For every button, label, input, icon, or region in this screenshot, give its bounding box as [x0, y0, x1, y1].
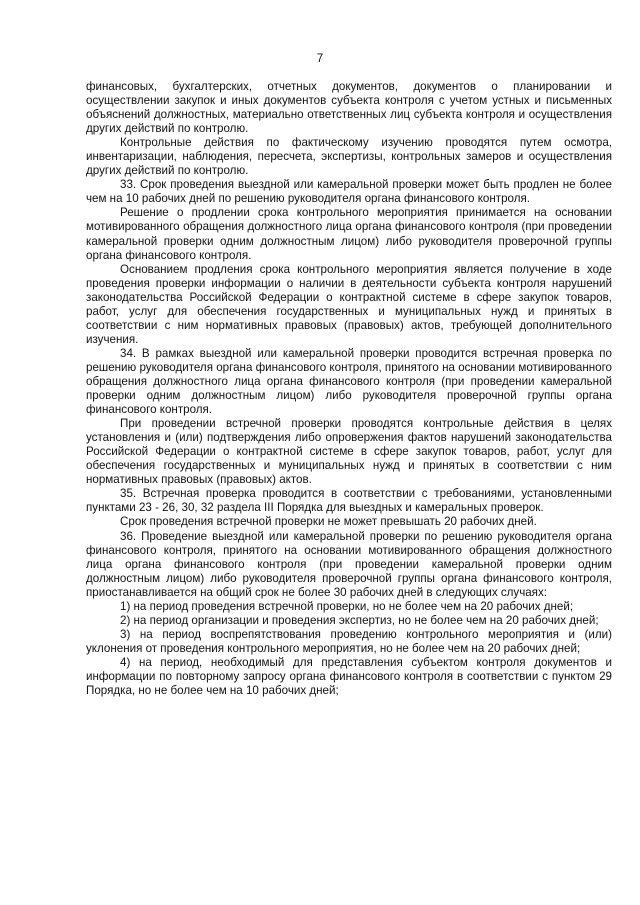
- paragraph-item-33: 33. Срок проведения выездной или камеральной проверки может быть продлен не более чем на 10 рабочих дней по решению руководителя органа финансового контроля.: [86, 178, 612, 206]
- paragraph: Срок проведения встречной проверки не может превышать 20 рабочих дней.: [120, 515, 537, 529]
- paragraph: Контрольные действия по фактическому изучению проводятся путем осмотра, инвентаризации, наблюдения, пересчета, экспертизы, контрольных замеров и осуществления других действий по контролю.: [86, 136, 612, 178]
- page-number: 7: [316, 53, 324, 65]
- paragraph-item-36: 36. Проведение выездной или камеральной проверки по решению руководителя органа финансового контроля, принятого на основании мотивированного обращения должностного лица органа финансового контроля (при проведении камеральной проверки одним должностным лицом) либо руководителя проверочной группы органа финансового контроля, приостанавливается на общий срок не более 30 рабочих дней в следующих случаях:: [86, 529, 612, 599]
- paragraph: При проведении встречной проверки проводятся контрольные действия в целях установления и (или) подтверждения либо опровержения фактов нарушений законодательства Российской Федерации о контрактной системе в сфере закупок товаров, работ, услуг для обеспечения государственных и муниципальных нужд и принятых в соответствии с ним нормативных правовых (правовых) актов.: [86, 417, 612, 487]
- paragraph-item-34: 34. В рамках выездной или камеральной проверки проводится встречная проверка по решению руководителя органа финансового контроля, принятого на основании мотивированного обращения должностного лица органа финансового контроля (при проведении камеральной проверки одним должностным лицом) либо руководителя проверочной группы органа финансового контроля.: [86, 346, 612, 417]
- document-body: [86, 80, 612, 698]
- list-item-3: 3) на период воспрепятствования проведению контрольного мероприятия и (или) уклонения от проведения контрольного мероприятия, но не более чем на 20 рабочих дней;: [86, 627, 612, 655]
- paragraph-item-35: 35. Встречная проверка проводится в соответствии с требованиями, установленными пунктами 23 - 26, 30, 32 раздела III Порядка для выездных и камеральных проверок.: [86, 487, 612, 515]
- paragraph: Основанием продления срока контрольного мероприятия является получение в ходе проведения проверки информации о наличии в деятельности субъекта контроля нарушений законодательства Российской Федерации о контрактной системе в сфере закупок товаров, работ, услуг для обеспечения государственных и муниципальных нужд и принятых в соответствии с ним нормативных правовых (правовых) актов, требующей дополнительного изучения.: [86, 262, 612, 346]
- list-item-1: 1) на период проведения встречной проверки, но не более чем на 20 рабочих дней;: [120, 599, 574, 613]
- list-item-4: 4) на период, необходимый для представления субъектом контроля документов и информации по повторному запросу органа финансового контроля в соответствии с пунктом 29 Порядка, но не более чем на 10 рабочих дней;: [86, 655, 612, 698]
- list-item-2: 2) на период организации и проведения экспертиз, но не более чем на 20 рабочих дней;: [120, 613, 599, 627]
- paragraph-continuation: финансовых, бухгалтерских, отчетных документов, документов о планировании и осуществлении закупок и иных документов субъекта контроля с учетом устных и письменных объяснений должностных, материально ответственных лиц субъекта контроля и осуществления других действий по контролю.: [86, 80, 612, 136]
- paragraph: Решение о продлении срока контрольного мероприятия принимается на основании мотивированного обращения должностного лица органа финансового контроля (при проведении камеральной проверки одним должностным лицом) либо руководителя проверочной группы органа финансового контроля.: [86, 206, 612, 262]
